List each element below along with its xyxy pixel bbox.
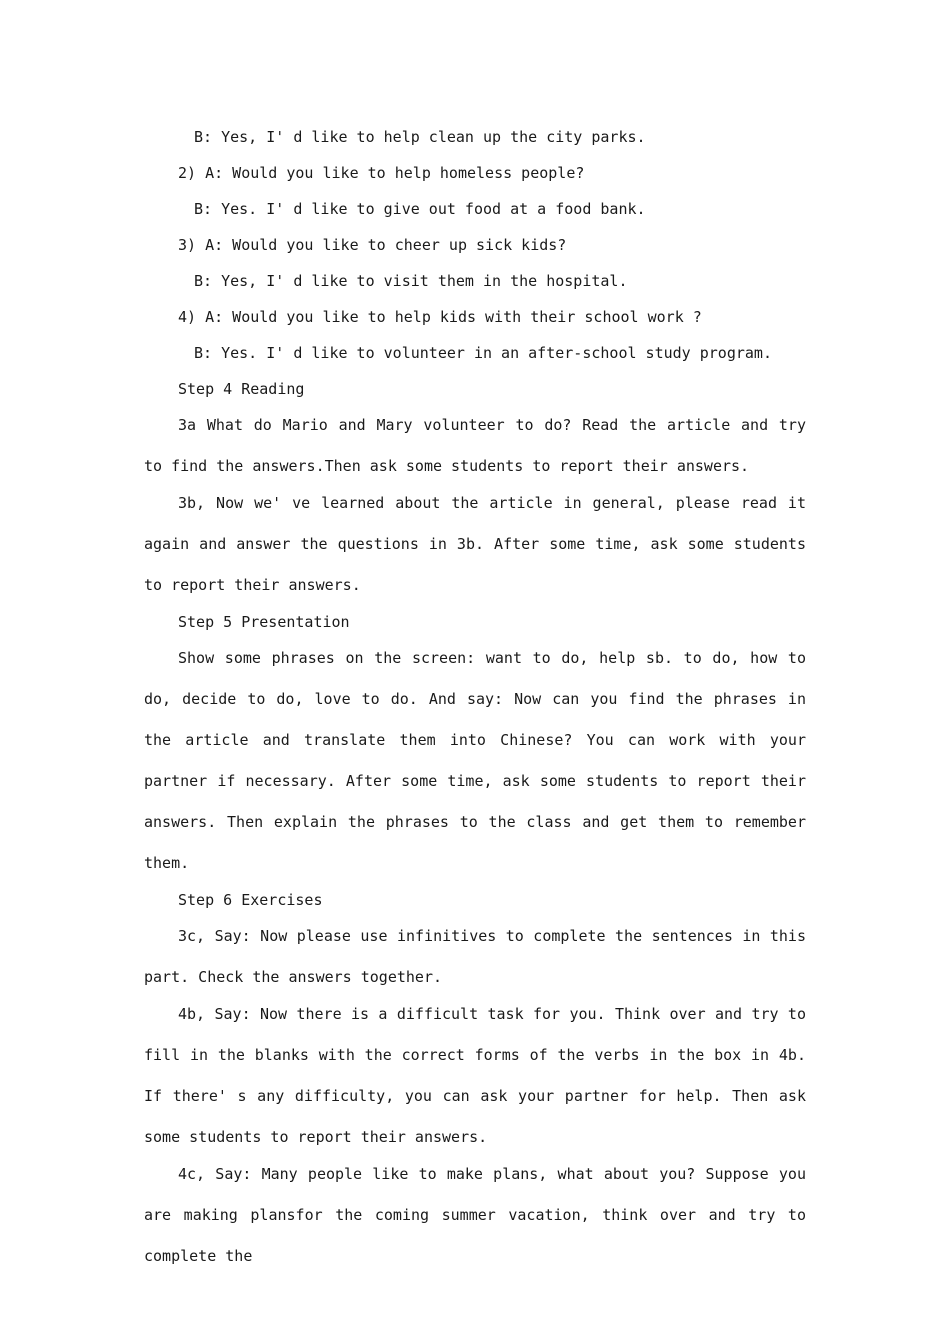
section-heading: Step 6 Exercises xyxy=(178,891,323,909)
dialogue-line: B: Yes. I' d like to give out food at a food bank. xyxy=(194,200,646,218)
dialogue-line: B: Yes. I' d like to volunteer in an after-school study program. xyxy=(194,344,772,362)
dialogue-line: 2) A: Would you like to help homeless people? xyxy=(178,164,585,182)
dialogue-line: 4) A: Would you like to help kids with their school work ? xyxy=(178,308,702,326)
document-body xyxy=(144,121,806,1277)
paragraph: 3c, Say: Now please use infinitives to complete the sentences in this part. Check the answers together. xyxy=(144,927,806,986)
paragraph: 3b, Now we' ve learned about the article in general, please read it again and answer the questions in 3b. After some time, ask some students to report their answers. xyxy=(144,494,806,594)
section-heading: Step 5 Presentation xyxy=(178,613,350,631)
paragraph: 4b, Say: Now there is a difficult task for you. Think over and try to fill in the blanks with the correct forms of the verbs in the box in 4b. If there' s any difficulty, you can ask your partner for help. Then ask some students to report their answers. xyxy=(144,1005,806,1146)
paragraph: 4c, Say: Many people like to make plans, what about you? Suppose you are making plansfor the coming summer vacation, think over and try to complete the xyxy=(144,1165,806,1265)
paragraph: 3a What do Mario and Mary volunteer to do? Read the article and try to find the answers.Then ask some students to report their answers. xyxy=(144,416,806,475)
dialogue-line: B: Yes, I' d like to help clean up the city parks. xyxy=(194,128,646,146)
paragraph: Show some phrases on the screen: want to do, help sb. to do, how to do, decide to do, love to do. And say: Now can you find the phrases in the article and translate them into Chinese? You can work with your partner if necessary. After some time, ask some students to report their answers. Then explain the phrases to the class and get them to remember them. xyxy=(144,649,806,872)
section-heading: Step 4 Reading xyxy=(178,380,305,398)
dialogue-line: B: Yes, I' d like to visit them in the hospital. xyxy=(194,272,628,290)
dialogue-line: 3) A: Would you like to cheer up sick kids? xyxy=(178,236,567,254)
